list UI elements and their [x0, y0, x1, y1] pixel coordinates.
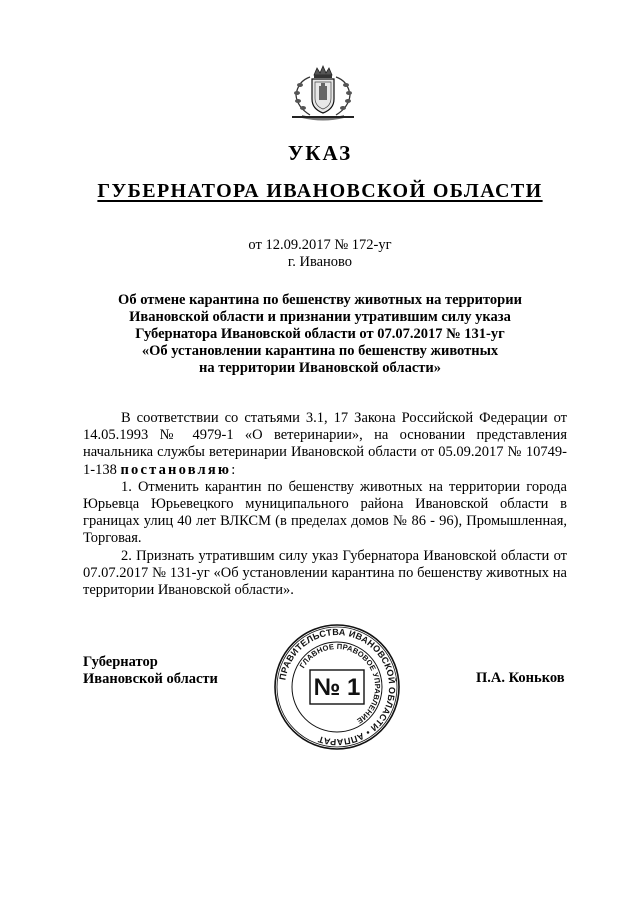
decree-word: постановляю: [120, 461, 232, 478]
date-and-number: от 12.09.2017 № 172-уг: [248, 237, 392, 253]
position-line: Ивановской области: [83, 671, 218, 687]
coat-of-arms-emblem: [288, 63, 358, 121]
subject-line: «Об установлении карантина по бешенству животных: [141, 343, 499, 359]
issuer-title: ГУБЕРНАТОРА ИВАНОВСКОЙ ОБЛАСТИ: [97, 180, 543, 202]
signatory-position: [83, 654, 218, 688]
official-seal-stamp: [272, 622, 402, 752]
decree-colon: :: [231, 461, 236, 478]
decree-subject: [80, 292, 560, 377]
preamble-paragraph: [83, 410, 567, 479]
seal-number: № 1: [313, 674, 361, 701]
subject-line: на территории Ивановской области»: [199, 360, 441, 376]
svg-text:ПРАВИТЕЛЬСТВА ИВАНОВСКОЙ ОБЛАС: ПРАВИТЕЛЬСТВА ИВАНОВСКОЙ ОБЛАСТИ • АППАРАТ: [277, 626, 398, 748]
signatory-name: П.А. Коньков: [476, 670, 565, 686]
subject-line: Об отмене карантина по бешенству животных на территории: [118, 292, 522, 308]
subject-line: Губернатора Ивановской области от 07.07.2017 № 131-уг: [135, 326, 505, 342]
decree-item-2: 2. Признать утратившим силу указ Губернатора Ивановской области от 07.07.2017 № 131-уг «Об установлении карантина по бешенству животных на территории Ивановской области».: [83, 547, 567, 599]
decree-item-1: 1. Отменить карантин по бешенству животных на территории города Юрьевца Юрьевецкого муниципального района Ивановской области в границах улиц 40 лет ВЛКСМ (в пределах домов № 86 - 96), Промышленная, Торговая.: [83, 478, 567, 547]
document-type-title: УКАЗ: [287, 141, 353, 165]
svg-text:ГЛАВНОЕ ПРАВОВОЕ УПРАВЛЕНИЕ: ГЛАВНОЕ ПРАВОВОЕ УПРАВЛЕНИЕ: [297, 641, 383, 726]
subject-line: Ивановской области и признании утратившим силу указа: [129, 309, 511, 325]
decree-body: [83, 410, 567, 599]
preamble-text: В соответствии со статьями 3.1, 17 Закона Российской Федерации от 14.05.1993 № 4979-1 «О ветеринарии», на основании представления начальника службы ветеринарии Ивановской области от 05.09.2017 № 10749-1-138: [83, 410, 567, 478]
city: г. Иваново: [287, 254, 353, 270]
position-line: Губернатор: [83, 654, 158, 670]
